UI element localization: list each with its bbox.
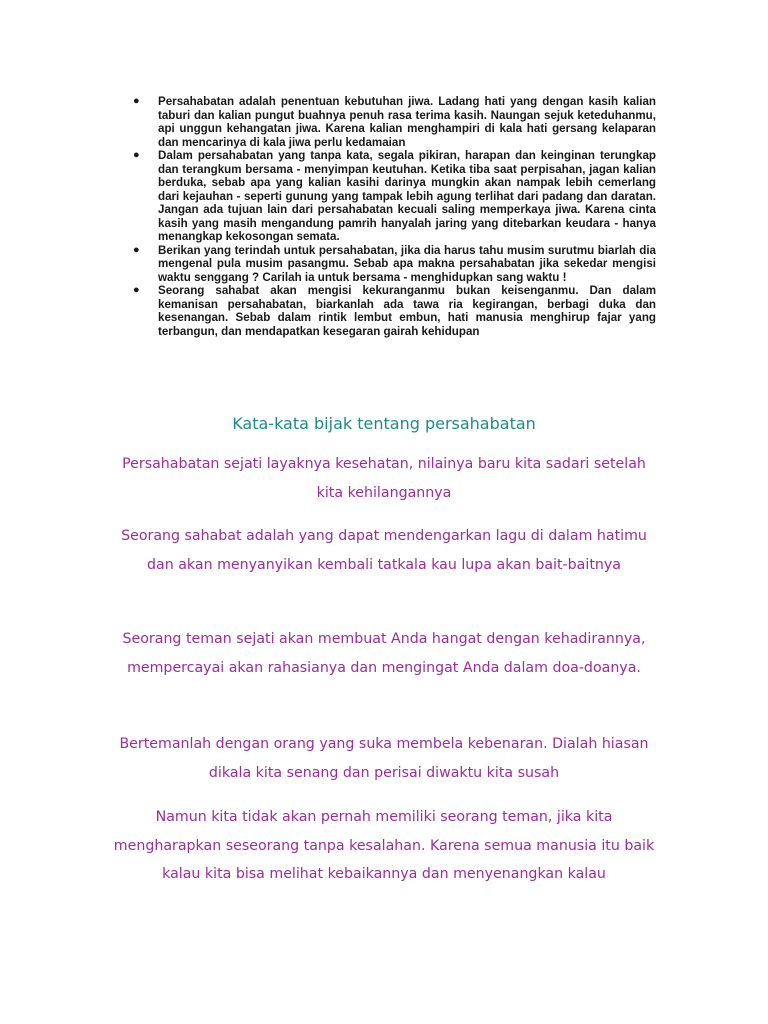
quote-paragraph: Seorang teman sejati akan membuat Anda hangat dengan kehadirannya, mempercayai akan rahasianya dan mengingat Anda dalam doa-doanya. <box>122 631 646 676</box>
bullet-dot-icon: ● <box>133 284 140 296</box>
bullet-dot-icon: ● <box>133 149 140 161</box>
bullet-list <box>131 95 656 338</box>
bullet-text: Seorang sahabat akan mengisi kekuranganmu bukan keisenganmu. Dan dalam kemanisan persahabatan, biarkanlah ada tawa ria kegirangan, berbagi duka dan kesenangan. Sebab dalam rintik lembut embun, hati manusia menghirup fajar yang terbangun, dan mendapatkan kesegaran gairah kehidupan <box>158 284 656 338</box>
quote-paragraph: Seorang sahabat adalah yang dapat mendengarkan lagu di dalam hatimu dan akan menyanyikan kembali tatkala kau lupa akan bait-baitnya <box>121 528 647 573</box>
bullet-dot-icon: ● <box>133 95 140 107</box>
bullet-item <box>131 149 656 244</box>
bullet-text: Berikan yang terindah untuk persahabatan, jika dia harus tahu musim surutmu biarlah dia mengenal pula musim pasangmu. Sebab apa makna persahabatan jika sekedar mengisi waktu senggang ? Carilah ia untuk bersama - menghidupkan sang waktu ! <box>158 243 656 284</box>
bullet-dot-icon: ● <box>133 243 140 256</box>
quote-paragraph: Namun kita tidak akan pernah memiliki seorang teman, jika kita mengharapkan seseorang tanpa kesalahan. Karena semua manusia itu baik kalau kita bisa melihat kebaikannya dan menyenangkan kalau <box>113 809 655 882</box>
section-heading: Kata-kata bijak tentang persahabatan <box>232 414 536 433</box>
bullet-item <box>131 95 656 149</box>
quote-paragraph: Persahabatan sejati layaknya kesehatan, nilainya baru kita sadari setelah kita kehilangannya <box>122 456 646 501</box>
bullet-text: Dalam persahabatan yang tanpa kata, segala pikiran, harapan dan keinginan terungkap dan terangkum bersama - menyimpan keutuhan. Ketika tiba saat perpisahan, jagan kalian berduka, sebab apa yang kalian kasihi darinya mungkin akan nampak lebih cemerlang dari kejauhan - seperti gunung yang tampak lebih agung terlihat dari padang dan daratan. Jangan ada tujuan lain dari persahabatan kecuali saling memperkaya jiwa. Karena cinta kasih yang masih mengandung pamrih hanyalah jaring yang ditebarkan keudara - hanya menangkap kekosongan semata. <box>158 149 656 243</box>
bullet-item <box>131 244 656 285</box>
quote-paragraph: Bertemanlah dengan orang yang suka membela kebenaran. Dialah hiasan dikala kita senang dan perisai diwaktu kita susah <box>119 736 649 781</box>
bullet-text: Persahabatan adalah penentuan kebutuhan jiwa. Ladang hati yang dengan kasih kalian taburi dan kalian pungut buahnya penuh rasa terima kasih. Naungan sejuk keteduhanmu, api unggun kehangatan jiwa. Karena kalian menghampiri di kala hati gersang kelaparan dan mencarinya di kala jiwa perlu kedamaian <box>158 95 656 149</box>
bullet-item <box>131 284 656 338</box>
